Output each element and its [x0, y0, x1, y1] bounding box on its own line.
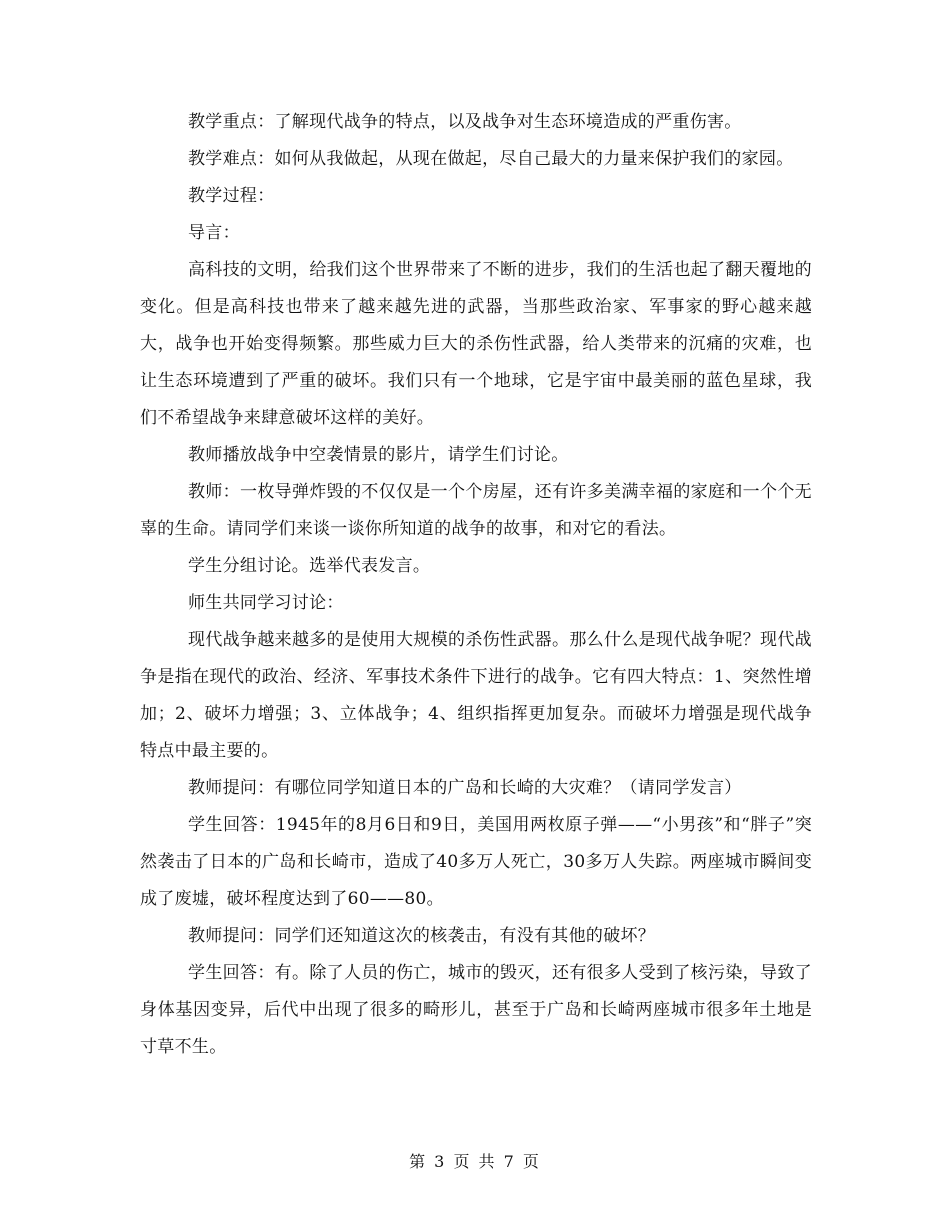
paragraph-joint-study: 师生共同学习讨论： — [188, 593, 344, 613]
paragraph-teacher-question-1: 教师提问：有哪位同学知道日本的广岛和长崎的大灾难？（请同学发言） — [188, 778, 742, 798]
paragraph-student-answer-1: 学生回答：1945年的8月6日和9日，美国用两枚原子弹——“小男孩”和“胖子”突然袭击了日本的广岛和长崎市，造成了40多万人死亡，30多万人失踪。两座城市瞬间变成了废墟，破坏程度达到了60——80。 — [140, 815, 812, 909]
paragraph-teacher-question-2: 教师提问：同学们还知道这次的核袭击，有没有其他的破坏？ — [188, 926, 656, 946]
paragraph-introduction-heading: 导言： — [188, 223, 240, 243]
paragraph-teacher-prompt: 教师：一枚导弹炸毁的不仅仅是一个个房屋，还有许多美满幸福的家庭和一个个无辜的生命。请同学们来谈一谈你所知道的战争的故事，和对它的看法。 — [140, 482, 812, 539]
paragraph-modern-war-features: 现代战争越来越多的是使用大规模的杀伤性武器。那么什么是现代战争呢？现代战争是指在现代的政治、经济、军事技术条件下进行的战争。它有四大特点：1、突然性增加；2、破坏力增强；3、立体战争；4、组织指挥更加复杂。而破坏力增强是现代战争特点中最主要的。 — [140, 630, 812, 761]
document-body — [140, 104, 812, 1066]
page-number-footer: 第 3 页 共 7 页 — [409, 1152, 541, 1171]
paragraph-teaching-focus: 教学重点：了解现代战争的特点，以及战争对生态环境造成的严重伤害。 — [188, 112, 742, 132]
paragraph-student-answer-2: 学生回答：有。除了人员的伤亡，城市的毁灭，还有很多人受到了核污染，导致了身体基因变异，后代中出现了很多的畸形儿，甚至于广岛和长崎两座城市很多年土地是寸草不生。 — [140, 963, 812, 1057]
paragraph-introduction-text: 高科技的文明，给我们这个世界带来了不断的进步，我们的生活也起了翻天覆地的变化。但是高科技也带来了越来越先进的武器，当那些政治家、军事家的野心越来越大，战争也开始变得频繁。那些威力巨大的杀伤性武器，给人类带来的沉痛的灾难，也让生态环境遭到了严重的破坏。我们只有一个地球，它是宇宙中最美丽的蓝色星球，我们不希望战争来肆意破坏这样的美好。 — [140, 260, 812, 428]
paragraph-teaching-process: 教学过程： — [188, 186, 275, 206]
paragraph-teaching-difficulty: 教学难点：如何从我做起，从现在做起，尽自己最大的力量来保护我们的家园。 — [188, 149, 794, 169]
paragraph-teacher-plays-film: 教师播放战争中空袭情景的影片，请学生们讨论。 — [188, 445, 569, 465]
paragraph-group-discussion: 学生分组讨论。选举代表发言。 — [188, 556, 431, 576]
